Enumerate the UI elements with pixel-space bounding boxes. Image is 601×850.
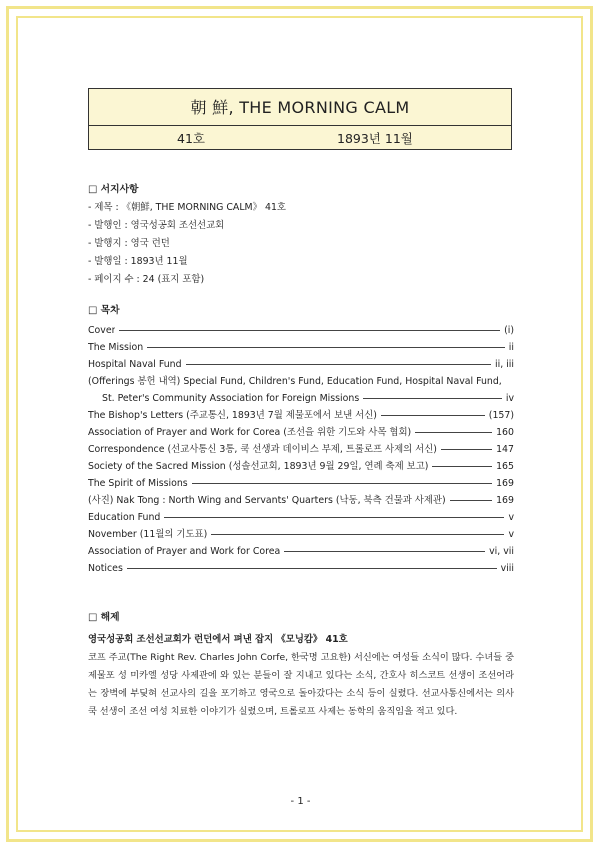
toc-entry-page: vi, vii — [489, 546, 514, 557]
toc-entry-page: (157) — [488, 410, 514, 421]
toc-heading: □ 목차 — [88, 305, 120, 316]
issue-row — [89, 126, 511, 150]
bib-place-line: - 발행지 : 영국 런던 — [88, 238, 170, 249]
toc-entry-title: Association of Prayer and Work for Corea (조선을 위한 기도와 사목 협회) — [88, 427, 412, 438]
bib-title-line: - 제목 : 《朝鮮, THE MORNING CALM》 41호 — [88, 202, 286, 213]
toc-entry-page: v — [508, 529, 514, 540]
toc-entry-page: (i) — [504, 325, 514, 336]
toc-entry[interactable] — [88, 407, 514, 424]
toc-leader — [441, 449, 492, 450]
toc-entry-title: Notices — [88, 563, 123, 574]
toc-leader — [127, 568, 497, 569]
toc-entry[interactable] — [88, 390, 514, 407]
toc-entry-title: Correspondence (선교사통신 3통, 쿡 선생과 데이비스 부제, 트롤로프 사제의 서신) — [88, 444, 437, 455]
toc-entry[interactable] — [88, 560, 514, 577]
toc-entry-title: Society of the Sacred Mission (성솔선교회, 1893년 9월 29일, 연례 축제 보고) — [88, 461, 429, 472]
toc-entry-page: 169 — [496, 495, 514, 506]
toc-entry[interactable] — [88, 441, 514, 458]
toc-entry[interactable] — [88, 322, 514, 339]
toc-leader — [415, 432, 492, 433]
toc-leader — [284, 551, 485, 552]
issue-date: 1893년 11월 — [337, 131, 413, 146]
toc-entry-title: The Spirit of Missions — [88, 478, 188, 489]
toc-entry-page: 147 — [496, 444, 514, 455]
toc-entry[interactable] — [88, 373, 514, 390]
toc-leader — [186, 364, 491, 365]
toc-entry[interactable] — [88, 458, 514, 475]
toc-leader — [432, 466, 492, 467]
commentary-heading: □ 해제 — [88, 612, 120, 623]
toc-entry[interactable] — [88, 509, 514, 526]
toc-entry-title: Hospital Naval Fund — [88, 359, 182, 370]
toc-entry-title: Education Fund — [88, 512, 161, 523]
commentary-subtitle: 영국성공회 조선선교회가 런던에서 펴낸 잡지 《모닝캄》 41호 — [88, 634, 348, 645]
toc-entry-page: ii, iii — [495, 359, 514, 370]
page-number: - 1 - — [290, 796, 311, 807]
toc-entry[interactable] — [88, 475, 514, 492]
toc-entry-page: 169 — [496, 478, 514, 489]
toc-entry-title: November (11월의 기도표) — [88, 529, 208, 540]
toc-leader — [164, 517, 504, 518]
toc-entry-page: iv — [505, 393, 514, 404]
toc-entry-title: St. Peter's Community Association for Foreign Missions — [102, 393, 360, 404]
toc-entry-page: 165 — [496, 461, 514, 472]
toc-entry-title: Association of Prayer and Work for Corea — [88, 546, 281, 557]
toc-entry-page: ii — [508, 342, 514, 353]
toc-entry-page: viii — [500, 563, 514, 574]
toc-entry-title: (Offerings 봉헌 내역) Special Fund, Children's Fund, Education Fund, Hospital Naval Fund, — [88, 376, 502, 387]
toc-entry[interactable] — [88, 339, 514, 356]
toc-leader — [119, 330, 500, 331]
bibliography-heading: □ 서지사항 — [88, 184, 139, 195]
toc-leader — [381, 415, 485, 416]
bib-publisher-line: - 발행인 : 영국성공회 조선선교회 — [88, 220, 225, 231]
toc-entry-title: The Mission — [88, 342, 144, 353]
commentary-body: 코프 주교(The Right Rev. Charles John Corfe, 한국명 고요한) 서신에는 여성들 소식이 많다. 수녀들 중 제물포 성 미카엘 성당 사제관에 와 있는 분들이 잘 지내고 있다는 소식, 간호사 히스코트 선생이 조선어라는 장벽에 부딪혀 선교사의 길을 포기하고 영국으로 돌아갔다는 소식 등이 실렸다. 선교사통신에서는 의사 쿡 선생이 조선 여성 치료한 이야기가 실렸으며, 트롤로프 사제는 동학의 움직임을 적고 있다. — [88, 652, 514, 717]
toc-entry-title: The Bishop's Letters (주교통신, 1893년 7월 제물포에서 보낸 서신) — [88, 410, 377, 421]
bib-date-line: - 발행일 : 1893년 11월 — [88, 256, 188, 267]
bib-pages-line: - 페이지 수 : 24 (표지 포함) — [88, 274, 205, 285]
toc-entry[interactable] — [88, 356, 514, 373]
toc-leader — [211, 534, 504, 535]
title-box — [88, 88, 512, 150]
toc-entry-title: (사진) Nak Tong : North Wing and Servants' Quarters (낙동, 북측 건물과 사제관) — [88, 495, 446, 506]
toc-entry[interactable] — [88, 543, 514, 560]
toc-entry-title: Cover — [88, 325, 116, 336]
toc-leader — [363, 398, 502, 399]
publication-title: 朝 鮮, THE MORNING CALM — [89, 89, 511, 126]
toc-leader — [147, 347, 505, 348]
issue-number: 41호 — [177, 131, 205, 146]
toc-entry[interactable] — [88, 526, 514, 543]
toc-leader — [450, 500, 492, 501]
toc-entry-page: 160 — [496, 427, 514, 438]
toc-entry-page: v — [508, 512, 514, 523]
commentary-section — [88, 609, 514, 721]
toc-entry[interactable] — [88, 492, 514, 509]
toc-leader — [192, 483, 492, 484]
toc-section — [88, 302, 514, 577]
toc-entry[interactable] — [88, 424, 514, 441]
bibliography-section — [88, 181, 514, 289]
